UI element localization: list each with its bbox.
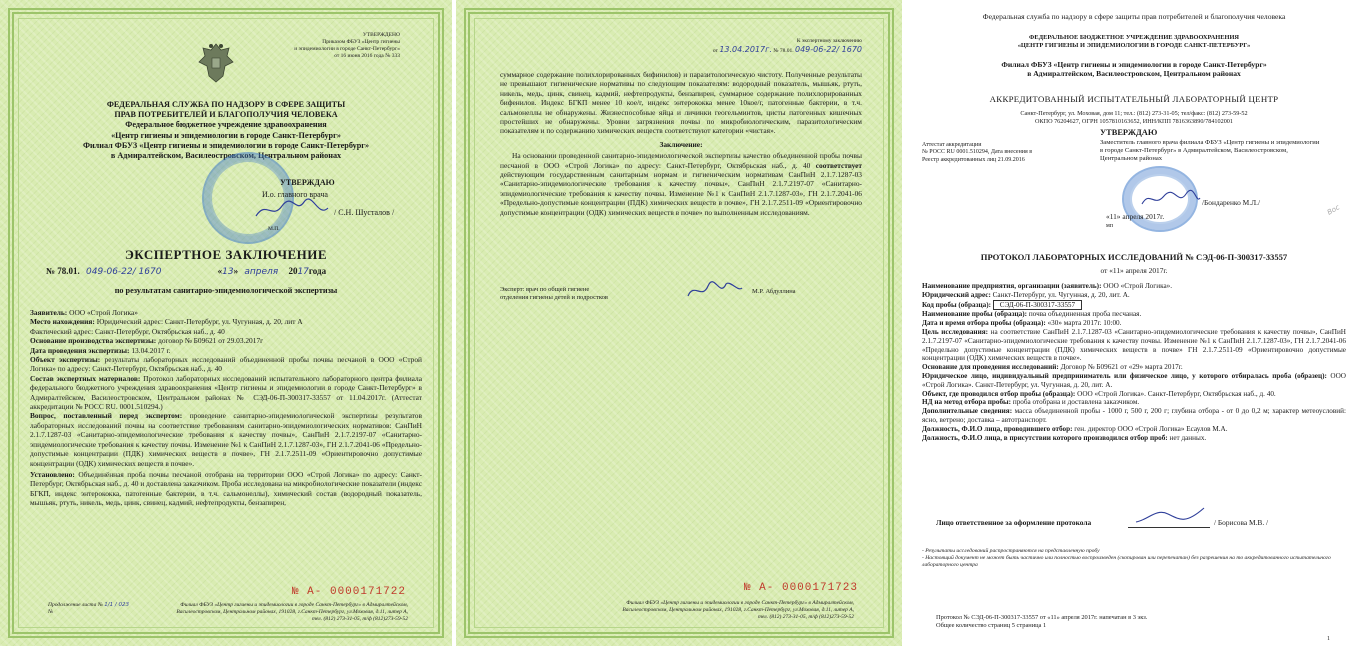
approve-title: УТВЕРЖДАЮ: [280, 178, 335, 187]
org-line: «ЦЕНТР ГИГИЕНЫ И ЭПИДЕМИОЛОГИИ В ГОРОДЕ САНКТ-ПЕТЕРБУРГ»: [1017, 42, 1251, 49]
protocol-title: ПРОТОКОЛ ЛАБОРАТОРНЫХ ИССЛЕДОВАНИЙ № СЭД-06-П-300317-33557: [980, 252, 1288, 262]
issuer-header: [30, 100, 422, 161]
field-text: договор № Б09621 от 29.03.2017г: [156, 336, 264, 346]
continuation-label: Продолжение листа №: [48, 602, 103, 608]
row-witness: [922, 434, 1346, 443]
row-text: ООО «Строй Логика». Санкт-Петербург, Октябрьская наб., д. 40.: [1075, 389, 1276, 398]
expert-name: М.Р. Абдуллина: [752, 288, 796, 295]
field-label: Состав экспертных материалов:: [30, 373, 141, 383]
serial-number: № А- 0000171723: [743, 582, 858, 594]
row-text: на соответствие СанПиН 2.1.7.1287-03 «Санитарно-эпидемиологические требования к качеству почвы», СанПиН 2.1.7.2197-07 «Санитарно-эпидемиологические требования к качеству почвы. Изменение №1 к СанПиН 2.1.7.1287-03», ГН 2.1.7.2041-06 «Предельно допустимые концентрации (ПДК) химических веществ в почве» ГН 2.1.7.2511-09 «Ориентировочно допустимые концентрации (ОДК) химических веществ в почве».: [922, 327, 1346, 363]
signature-icon: [1134, 504, 1206, 528]
results-paragraph: суммарное содержание полихлорированных бифинилов) и паразитологическую чистоту. Полученные результаты не превышают гигиенические нормативы по следующим показателям: водородный показатель, мышьяк, ртуть, никель, медь, цинк, свинец, кадмий, нефтепродукты, бензапирен, суммарное содержание полихлорированных бифенилов. Индекс БГКП менее 10 кое/г, индекс энтерококка менее 10кое/г, патогенные бактерии, в т.ч. сальмонеллы не обнаружены. Жизнеспособные яйца и личинки геогельминтов, цисты патогенных кишечных простейших не обнаружены. Уровни загрязнения почвы по микробиологическим, паразитологическим показателям и по содержанию химических веществ соответствуют категории «чистая».: [500, 70, 862, 136]
field-text: Протокол лабораторных исследований испытательного лабораторного центра филиала федерального бюджетного учреждения здравоохранения «Центр гигиены и эпидемиологии в городе Санкт-Петербург» в Адмиралтейском, Василеостровском, Центральном районах № СЭД-06-П-300317-33557 от 11.04.2017г. (Аттестат аккредитации № РОСС RU. 0001.510294.): [30, 373, 422, 412]
row-sampling-date: [922, 319, 1346, 328]
conclusion-paragraph: [500, 151, 862, 217]
approve-role: И.о. главного врача: [262, 190, 328, 199]
center-contacts: [922, 110, 1346, 125]
document-title: ЭКСПЕРТНОЕ ЗАКЛЮЧЕНИЕ: [124, 247, 328, 262]
annex-ref-date-handwritten: 13.04.2017г.: [719, 45, 772, 54]
stamp-place-mark: мп: [1106, 223, 1114, 229]
approval-order-line: и эпидемиологии в городе Санкт-Петербург»: [294, 46, 400, 52]
footer-pages: Общее количество страниц 5 страница 1: [936, 622, 1047, 629]
field-label: Установлено:: [30, 469, 75, 479]
header-line: Филиал ФБУЗ «Центр гигиены и эпидемиологии в городе Санкт-Петербург»: [82, 140, 370, 150]
row-text: ген. директор ООО «Строй Логика» Есаулов М.А.: [1072, 424, 1228, 433]
row-label: НД на метод отбора пробы:: [922, 398, 1012, 407]
expert-department: отделения гигиены детей и подростков: [500, 294, 608, 301]
footer-copies: Протокол № СЭД-06-П-300317-33557 от «11» апреля 2017г. напечатан в 3 экз.: [936, 614, 1148, 621]
row-sample-code: [922, 300, 1346, 311]
row-text: почва объединенная проба песчаная.: [1027, 310, 1142, 319]
conclusion-text: действующим государственным санитарным нормам и гигиеническим нормативам СанПиН 2.1.7.1287-03 «Санитарно-эпидемиологические требования к качеству почвы», СанПиН 2.1.7.2197-07 «Санитарно-эпидемиологические требования к качеству почвы. Изменение №1 к СанПиН 2.1.7.1287-03», ГН 2.1.7.2041-06 «Предельно-допустимые концентрации (ПДК) химических веществ в почве», ГН 2.1.7.2511-09 «Ориентировочно допустимые концентрации (ОДК) химических веществ в почве» по выполненным исследованиям.: [500, 170, 862, 217]
org-line: ФЕДЕРАЛЬНОЕ БЮДЖЕТНОЕ УЧРЕЖДЕНИЕ ЗДРАВООХРАНЕНИЯ: [1028, 34, 1240, 41]
responsible-name: / Борисова М.В. /: [1214, 518, 1269, 527]
responsible-label: Лицо ответственное за оформление протокола: [936, 518, 1092, 527]
field-text: Юридический адрес: Санкт-Петербург, ул. Чугунная, д. 20, лит А: [94, 317, 303, 327]
accreditation-note: [922, 142, 1082, 164]
center-name: АККРЕДИТОВАННЫЙ ИСПЫТАТЕЛЬНЫЙ ЛАБОРАТОРНЫЙ ЦЕНТР: [989, 94, 1279, 104]
service-name: Федеральная служба по надзору в сфере защиты прав потребителей и благополучия человека: [982, 12, 1286, 21]
protocol-footer: [936, 614, 1147, 630]
expert-conclusion-page-1: [0, 0, 452, 646]
row-label: Объект, где проводился отбор пробы (образца):: [922, 389, 1076, 398]
row-label: Цель исследования:: [922, 327, 988, 336]
annex-reference: [713, 46, 862, 55]
branch-address-footer: Филиал ФБУЗ «Центр гигиены и эпидемиологии в городе Санкт-Петербург» в Адмиралтейском, Василеостровском, Центральном районах, 191028, г.Санкт-Петербург, ул.Моховая, д.11, литер А, тел. (812) 273-31-05, т/ф (812)273-59-52: [176, 602, 408, 622]
field-question: [30, 411, 422, 467]
row-sampled-entity: [922, 372, 1346, 390]
field-label: Дата проведения экспертизы:: [30, 345, 130, 355]
row-text: ООО «Строй Логика».: [1101, 282, 1173, 290]
expert-block: [500, 286, 608, 302]
row-label: Юридический адрес:: [922, 290, 991, 299]
approve-text: Заместитель главного врача филиала ФБУЗ «Центр гигиены и эпидемиологии в городе Санкт-Петербург» в Адмиралтейском, Василеостровском, Центральном районах: [1100, 139, 1320, 162]
sample-code-box: СЭД-06-П-300317-33557: [993, 300, 1082, 311]
serial-number: № А- 0000171722: [291, 586, 406, 598]
annex-ref-mid: № 78.01.: [773, 48, 794, 54]
row-sampler: [922, 425, 1346, 434]
continuation-handwritten: 1/1 / 023: [104, 602, 129, 608]
field-label: Основание производства экспертизы:: [30, 336, 157, 346]
row-text: масса объединенной пробы - 1000 г, 500 г, 200 г; глубина отбора - от 0 до 0,2 м; характер метеоусловий: ясно, ветрено; доставка – автотранспорт.: [922, 407, 1346, 424]
field-label: Вопрос, поставленный перед экспертом:: [30, 411, 183, 421]
header-line: «Центр гигиены и эпидемиологии в городе Санкт-Петербург»: [111, 130, 341, 140]
signature-icon: [1138, 188, 1204, 210]
row-label: Должность, Ф.И.О лица, проводившего отбор:: [922, 424, 1073, 433]
branch-line: Филиал ФБУЗ «Центр гигиены и эпидемиологии в городе Санкт-Петербург»: [1001, 60, 1267, 69]
branch-header: [922, 60, 1346, 79]
protocol-notes: [922, 548, 1346, 569]
protocol-fields: [922, 282, 1346, 442]
annex-ref-number-handwritten: 049-06-22/ 1670: [795, 45, 862, 54]
conclusion-text: На основании проведенной санитарно-эпидемиологической экспертизы качество объединенной пробы почвы песчаной в ООО «Строй Логика» по адресу: Санкт-Петербург, Октябрьская наб., д. 40: [500, 151, 862, 170]
row-additional: [922, 407, 1346, 425]
approve-name: / С.Н. Шусталов /: [334, 208, 395, 217]
row-sampling-site: [922, 390, 1346, 399]
row-text: «30» марта 2017г. 10:00.: [1045, 319, 1122, 328]
annex-label: К экспертному заключению: [796, 38, 862, 44]
row-text: Договор № Б09621 от «29» марта 2017г.: [1058, 363, 1183, 372]
field-text: 13.04.2017 г.: [129, 345, 171, 355]
row-method: [922, 398, 1346, 407]
row-sample-name: [922, 310, 1346, 319]
doc-number-prefix: № 78.01.: [46, 266, 80, 276]
row-label: Наименование пробы (образца):: [922, 310, 1028, 319]
conclusion-verdict: соответствует: [815, 160, 862, 170]
field-label: Заявитель:: [30, 308, 68, 317]
document-subtitle: по результатам санитарно-эпидемиологической экспертизы: [114, 286, 338, 295]
field-materials: [30, 374, 422, 412]
signature-icon: [684, 278, 746, 302]
org-header: [922, 34, 1346, 50]
note-line: - Результаты исследований распространяются на представленную пробу: [922, 548, 1100, 554]
annex-ref-prefix: от: [712, 48, 718, 54]
approval-order-line: УТВЕРЖДЕНО: [362, 32, 400, 38]
field-object: [30, 355, 422, 374]
accreditation-line: Аттестат аккредитации: [922, 142, 982, 148]
field-text: результаты лабораторных исследований объединенной пробы почвы песчаной в ООО «Строй Логика» по адресу: Санкт-Петербург, Октябрьская наб., д. 40: [30, 355, 423, 374]
approval-order-line: Приказом ФБУЗ «Центр гигиены: [322, 39, 400, 45]
signature-icon: [252, 196, 332, 222]
row-text: Санкт-Петербург, ул. Чугунная, д. 20, лит. А.: [990, 290, 1130, 299]
field-label: Объект экспертизы:: [30, 355, 101, 365]
header-line: Федеральное бюджетное учреждение здравоохранения: [125, 120, 327, 130]
coat-of-arms-icon: [197, 40, 235, 86]
approval-order-stamp: [280, 32, 400, 60]
branch-line: в Адмиралтейском, Василеостровском, Центральном районах: [1027, 69, 1241, 79]
center-address: Санкт-Петербург, ул. Моховая, дом 11; тел.: (812) 273-31-05; тел/факс: (812) 273-59-52: [1020, 110, 1248, 117]
field-basis: [30, 336, 422, 345]
row-purpose: [922, 328, 1346, 363]
header-line: ПРАВ ПОТРЕБИТЕЛЕЙ И БЛАГОПОЛУЧИЯ ЧЕЛОВЕКА: [114, 110, 338, 120]
approve-date: «11» апреля 2017г.: [1106, 212, 1165, 221]
row-label: Основание для проведения исследований:: [922, 363, 1059, 372]
document-number-line: № 78.01. 049-06-22/ 1670 «13» апреля 2017года: [46, 266, 327, 277]
lab-protocol-page: [906, 0, 1360, 646]
row-text: нет данных.: [1167, 433, 1207, 442]
field-location: [30, 317, 422, 326]
header-line: в Адмиралтейском, Василеостровском, Центральном районах: [110, 151, 342, 161]
continuation-number: №: [48, 609, 54, 615]
row-text: проба отобрана и доставлена заказчиком.: [1011, 398, 1140, 407]
protocol-date: от «11» апреля 2017г.: [1100, 266, 1168, 275]
row-applicant: [922, 282, 1346, 291]
row-legal-address: [922, 291, 1346, 300]
conclusion-title: Заключение:: [659, 139, 703, 149]
approve-title: УТВЕРЖДАЮ: [1100, 128, 1158, 137]
accreditation-line: Реестр аккредитованных лиц 21.09.2016: [922, 156, 1025, 163]
margin-pencil-note: Вос: [1325, 203, 1342, 217]
field-label: Место нахождения:: [30, 317, 95, 327]
field-actual-address: [30, 327, 422, 336]
field-text: Фактический адрес: Санкт-Петербург, Октябрьская наб., д. 40: [30, 326, 225, 336]
row-label: Дополнительные сведения:: [922, 407, 1013, 416]
expert-fields: [30, 308, 422, 508]
doc-day-handwritten: 13: [222, 267, 234, 277]
stamp-place-mark: М.П.: [268, 226, 280, 232]
doc-number-handwritten: 049-06-22/ 1670: [86, 267, 162, 277]
field-date: [30, 346, 422, 355]
row-label: Наименование предприятия, организации (заявитель):: [922, 282, 1102, 290]
row-label: Юридическое лицо, индивидуальный предприниматель или физическое лицо, у которого отбиралась проба (образец):: [922, 371, 1327, 380]
row-text: ООО «Строй Логика». Санкт-Петербург, ул. Чугунная, д. 20, лит. А.: [922, 371, 1346, 389]
field-established: [30, 470, 422, 508]
row-label: Должность, Ф.И.О лица, в присутствии которого производился отбор проб:: [922, 433, 1168, 442]
field-text: проведение санитарно-эпидемиологической экспертизы результатов лабораторных исследований почвы на соответствие требованиям санитарно-эпидемиологических нормативов: СанПиН 2.1.7.1287-03 «Санитарно-эпидемиологические требования к качеству почвы», СанПиН 2.1.7.2197-07 «Санитарно-эпидемиологические требования к качеству почвы. Изменение №1 к СанПиН 2.1.7.1287-03», ГН 2.1.7.2041-06 «Предельно-допустимые концентрации (ПДК) химических веществ в почве», ГН 2.1.7.2511-09 «Ориентировочно допустимые концентрации (ОДК) химических веществ в почве».: [30, 411, 422, 468]
row-basis: [922, 363, 1346, 372]
doc-month-handwritten: апреля: [244, 267, 279, 277]
header-line: ФЕДЕРАЛЬНАЯ СЛУЖБА ПО НАДЗОРУ В СФЕРЕ ЗАЩИТЫ: [106, 100, 346, 109]
field-text: Объединённая проба почвы песчаной отобрана на территории ООО «Строй Логика» по адресу: Санкт-Петербург, Октябрьская наб., д. 40 и доставлена заказчиком. Проба исследована на микробиологические показатели (индекс БГКП, индекс энтерококка, патогенные бактерии, в т.ч. сальмонеллы), химический состав (водородный показатель, мышьяк, ртуть, никель, медь, цинк, свинец, кадмий, нефтепродукты, бензапирен,: [30, 469, 422, 508]
approve-name: /Бондаренко М.Л./: [1202, 198, 1261, 207]
continuation-note: [48, 602, 168, 616]
expert-conclusion-page-2: [456, 0, 902, 646]
doc-year: 20: [288, 266, 298, 276]
row-label: Код пробы (образца):: [922, 300, 991, 309]
branch-address-footer: Филиал ФБУЗ «Центр гигиены и эпидемиологии в городе Санкт-Петербург» в Адмиралтейском, Василеостровском, Центральном районах, 191028, г.Санкт-Петербург, ул.Моховая, д.11, литер А, тел. (812) 273-31-05, т/ф (812)273-59-52: [622, 600, 854, 620]
field-text: ООО «Строй Логика»: [67, 308, 138, 317]
expert-position: Эксперт: врач по общей гигиене: [500, 286, 590, 293]
field-applicant: [30, 308, 422, 317]
page-2-body: [500, 70, 862, 217]
doc-year-handwritten: 17: [297, 267, 309, 277]
row-label: Дата и время отбора пробы (образца):: [922, 319, 1046, 328]
page-mark: 1: [1327, 636, 1330, 642]
approval-order-line: от 16 июня 2016 года № 333: [334, 53, 400, 59]
note-line: - Настоящий документ не может быть частично или полностью воспроизведен (скопирован или перепечатан) без разрешения на то аккредитованного испытательного лабораторного центра: [922, 555, 1331, 568]
accreditation-line: № РОСС RU 0001.510294, Дата внесения в: [922, 149, 1033, 156]
doc-year-suffix: года: [308, 266, 327, 276]
center-requisites: ОКПО 76204627, ОГРН 1057810163652, ИНН/КПП 7816363890/784102001: [1035, 117, 1233, 125]
